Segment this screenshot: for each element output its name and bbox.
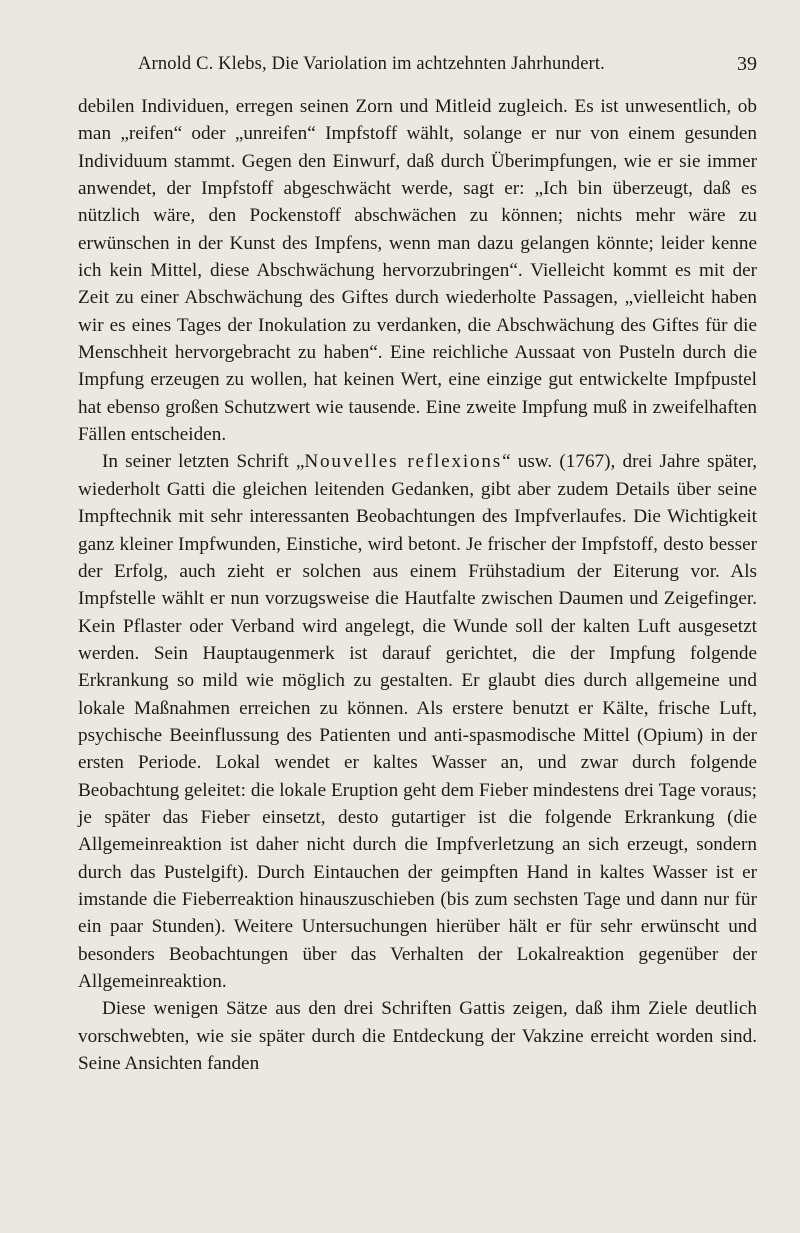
page-number: 39 (737, 53, 757, 75)
paragraph (78, 995, 757, 1077)
paragraph-text: debilen Individuen, erregen seinen Zorn und Mitleid zugleich. Es ist unwesentlich, ob man „reifen“ oder „unreifen“ Impfstoff wählt, solange er nur von einem gesunden Individuum stammt. Gegen den Einwurf, daß durch Überimpfungen, wie er sie immer anwendet, der Impfstoff abgeschwächt werde, sagt er: „Ich bin überzeugt, daß es nützlich wäre, den Pockenstoff abschwächen zu können; nichts mehr wäre zu erwünschen in der Kunst des Impfens, wenn man dazu gelangen könnte; leider kenne ich kein Mittel, diese Abschwächung hervorzubringen“. Vielleicht kommt es mit der Zeit zu einer Abschwächung des Giftes durch wiederholte Passagen, „vielleicht haben wir es eines Tages der Inokulation zu verdanken, die Abschwächung des Giftes für die Menschheit hervorgebracht zu haben“. Eine reichliche Aussaat von Pusteln durch die Impfung erzeugen zu wollen, hat keinen Wert, eine einzige gut entwickelte Impfpustel hat ebenso großen Schutzwert wie tausende. Eine zweite Impfung muß in zweifelhaften Fällen entscheiden. (78, 96, 757, 446)
page-header (78, 0, 757, 93)
running-title: Arnold C. Klebs, Die Variolation im achtzehnten Jahrhundert. (138, 54, 605, 74)
paragraph-text: “ usw. (1767), drei Jahre später, wiederholt Gatti die gleichen leitenden Gedanken, gibt aber zudem Details über seine Impftechnik mit sehr interessanten Beobachtungen des Impfverlaufes. Die Wichtigkeit ganz kleiner Impfwunden, Einstiche, wird betont. Je frischer der Impfstoff, desto besser der Erfolg, auch zieht er solchen aus einem Frühstadium der Eiterung vor. Als Impfstelle wählt er nun vorzugsweise die Hautfalte zwischen Daumen und Zeigefinger. Kein Pflaster oder Verband wird angelegt, die Wunde soll der kalten Luft ausgesetzt werden. Sein Hauptaugenmerk ist darauf gerichtet, die der Impfung folgende Erkrankung so mild wie möglich zu gestalten. Er glaubt dies durch allgemeine und lokale Maßnahmen erreichen zu können. Als erstere benutzt er Kälte, frische Luft, psychische Beeinflussung des Patienten und anti-spasmodische Mittel (Opium) in der ersten Periode. Lokal wendet er kaltes Wasser an, und zwar durch folgende Beobachtung geleitet: die lokale Eruption geht dem Fieber mindestens drei Tage voraus; je später das Fieber einsetzt, desto gutartiger ist die folgende Erkrankung (die Allgemeinreaktion ist daher nicht durch die Impfverletzung an sich erzeugt, sondern durch das Pustelgift). Durch Eintauchen der geimpften Hand in kaltes Wasser ist er imstande die Fieberreaktion hinauszuschieben (bis zum sechsten Tage und dann nur für ein paar Stunden). Weitere Untersuchungen hierüber hält er für sehr erwünscht und besonders Beobachtungen über das Verhalten der Lokalreaktion gegenüber der Allgemeinreaktion. (78, 451, 758, 992)
paragraph (78, 448, 757, 995)
paragraph-text: Diese wenigen Sätze aus den drei Schriften Gattis zeigen, daß ihm Ziele deutlich vorschwebten, wie sie später durch die Entdeckung der Vakzine erreicht worden sind. Seine Ansichten fanden (78, 998, 757, 1075)
paragraph-text: In seiner letzten Schrift „ (102, 451, 305, 473)
paragraph (78, 93, 757, 448)
work-title: Nouvelles reflexions (304, 451, 503, 473)
body-text (78, 93, 757, 1077)
